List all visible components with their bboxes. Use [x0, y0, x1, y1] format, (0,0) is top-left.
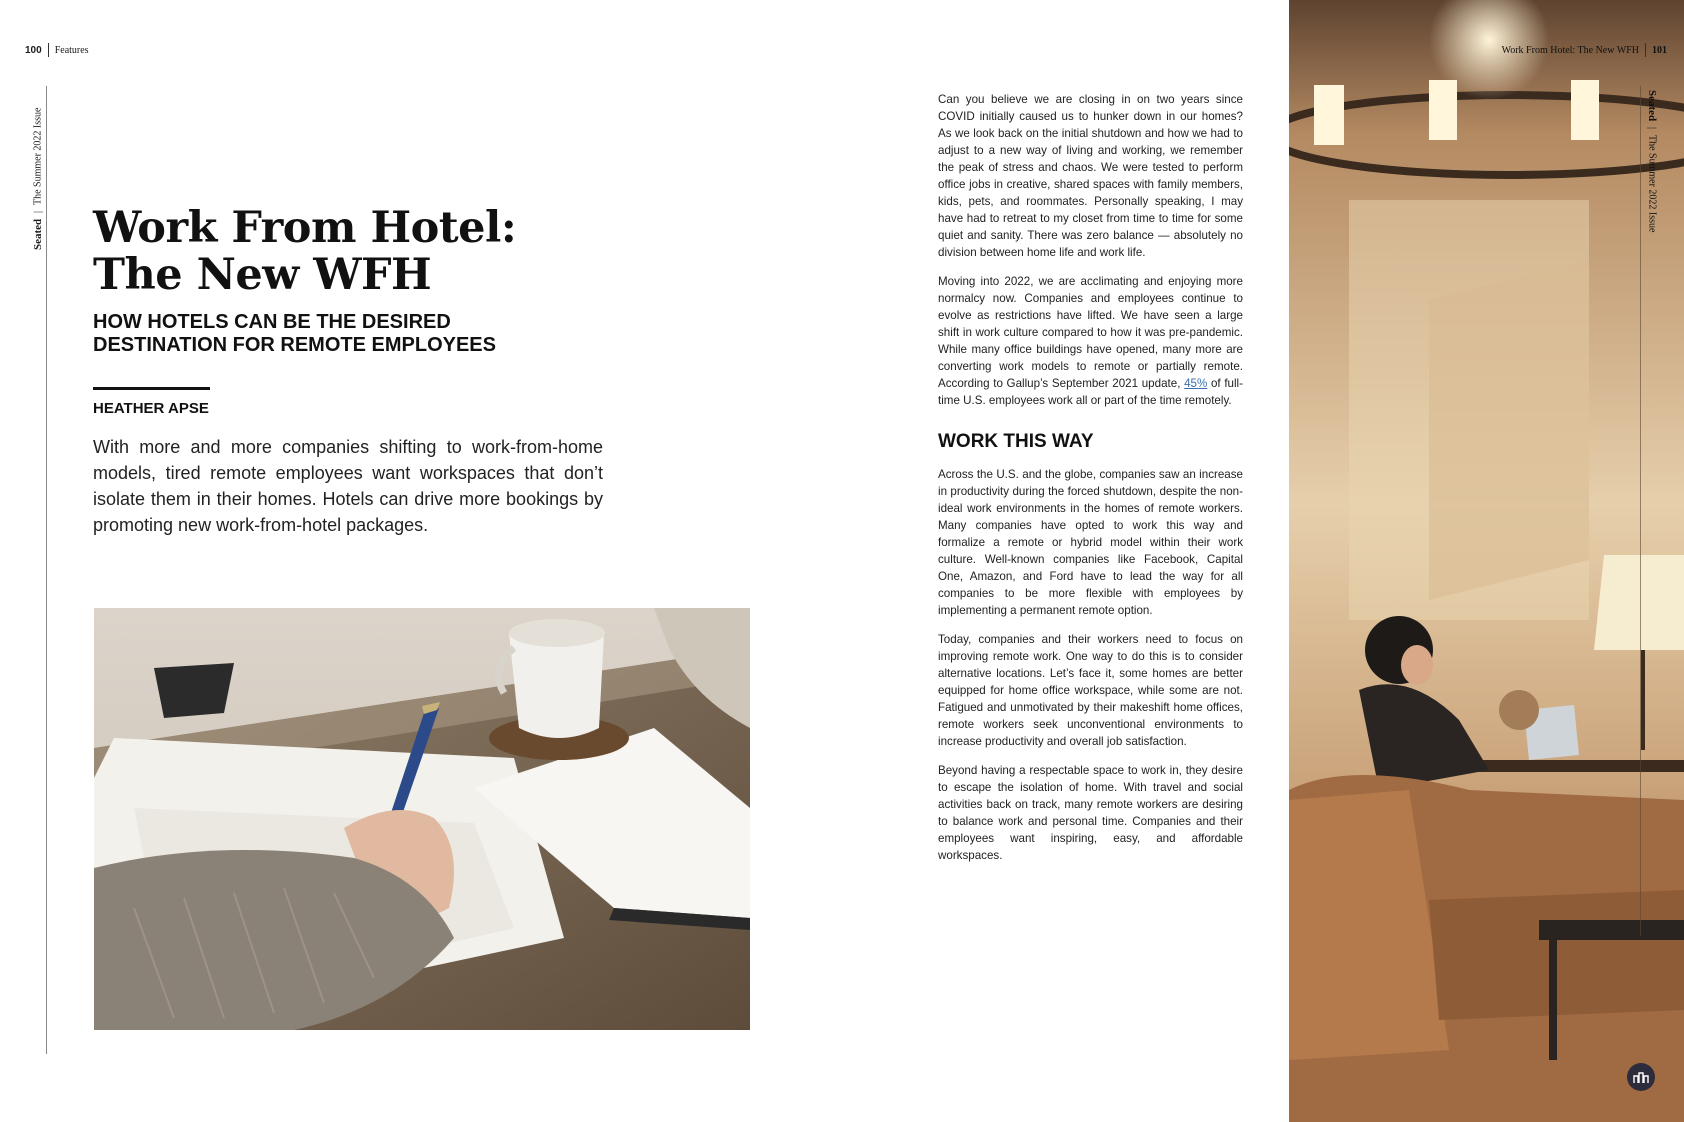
article-subtitle [93, 311, 496, 357]
p2-text-after: of full-time U.S. employees work all or part of the time remotely. [938, 377, 1243, 407]
section-label: Features [54, 44, 89, 56]
left-page-header [25, 43, 89, 57]
spine-separator-right: | [1646, 127, 1658, 130]
header-divider [48, 43, 49, 57]
subtitle-line-2: DESTINATION FOR REMOTE EMPLOYEES [93, 334, 496, 356]
spine-issue-right: The Summer 2022 Issue [1646, 135, 1658, 233]
left-page-number: 100 [25, 44, 42, 56]
desk-photo-illustration [94, 608, 750, 1030]
right-spine-text [1645, 90, 1659, 250]
body-paragraph-4: Today, companies and their workers need to focus on improving remote work. One way to do this is to consider alternative locations. Let’s face it, some homes are better equipped for home office workspace, while some are not. Fatigued and unmotivated by their makeshift home offices, remote workers seek unconventional environments to increase productivity and overall job satisfaction. [938, 633, 1243, 748]
article-lede: With more and more companies shifting to work-from-home models, tired remote employees want workspaces that don’t isolate them in their homes. Hotels can drive more bookings by promoting new work-from-hotel packages. [93, 437, 603, 535]
spine-issue: The Summer 2022 Issue [32, 107, 44, 205]
gallup-stat-link[interactable]: 45% [1184, 377, 1208, 390]
article-title [93, 205, 516, 299]
title-line-2: The New WFH [93, 250, 432, 300]
title-line-1: Work From Hotel: [93, 203, 517, 253]
desk-writing-photo [94, 608, 750, 1030]
right-page-header [1502, 43, 1667, 57]
body-paragraph-1: Can you believe we are closing in on two years since COVID initially caused us to hunker down in our homes? As we look back on the initial shutdown and how we had to adjust to a new way of living and working, we remember the peak of stress and chaos. We were tested to perform office jobs in creative, shared spaces with family members, kids, pets, and roommates. Personally speaking, I may have had to retreat to my closet from time to time for some quiet and sanity. There was zero balance — absolutely no division between home life and work life. [938, 93, 1243, 259]
article-body-column [938, 91, 1243, 876]
publisher-logo-icon[interactable] [1627, 1063, 1655, 1091]
body-paragraph-5: Beyond having a respectable space to work in, they desire to escape the isolation of home. With travel and social activities back on track, many remote workers are desiring to balance work and personal time. Companies and their employees want inspiring, easy, and affordable workspaces. [938, 764, 1243, 862]
body-paragraph-2 [938, 273, 1243, 409]
spine-separator: | [32, 210, 44, 213]
right-page-number: 101 [1652, 44, 1667, 56]
left-spine-text [31, 90, 45, 250]
right-spine-rule [1640, 86, 1641, 936]
lobby-photo-illustration [1289, 0, 1684, 1122]
spine-brand-right: Seated [1646, 90, 1658, 122]
logo-glyph-icon [1632, 1070, 1650, 1084]
section-heading: WORK THIS WAY [938, 431, 1094, 452]
p2-text-before: Moving into 2022, we are acclimating and enjoying more normalcy now. Companies and employees continue to evolve as restrictions have lifted. We have seen a large shift in work culture compared to how it was pre-pandemic. While many office buildings have opened, many more are converting work models to remote or partially remote. According to Gallup’s September 2021 update, [938, 275, 1243, 390]
author-byline: HEATHER APSE [93, 400, 209, 417]
body-paragraph-3: Across the U.S. and the globe, companies saw an increase in productivity during the forced shutdown, despite the non-ideal work environments in the homes of remote workers. Many companies have opted to work this way and formalize a remote or hybrid model within their work culture. Well-known companies like Facebook, Capital One, Amazon, and Ford have to lead the way for all companies to be more flexible with employees by implementing a permanent remote option. [938, 468, 1243, 617]
header-divider-right [1645, 43, 1646, 57]
subtitle-line-1: HOW HOTELS CAN BE THE DESIRED [93, 311, 451, 333]
running-title: Work From Hotel: The New WFH [1501, 44, 1639, 56]
hotel-lobby-photo [1289, 0, 1684, 1122]
left-spine-rule [46, 86, 47, 1054]
spine-brand: Seated [32, 218, 44, 250]
author-rule [93, 387, 210, 390]
